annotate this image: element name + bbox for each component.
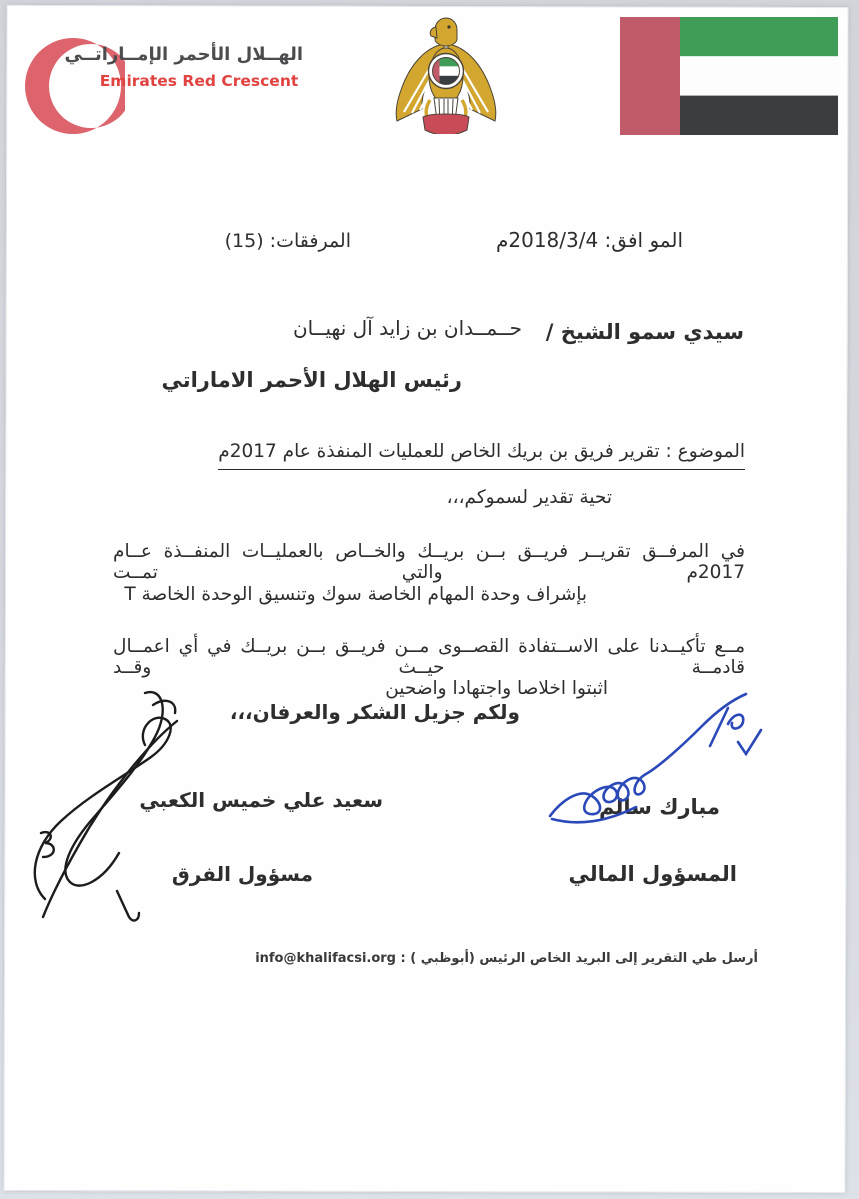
body-paragraph-1-line-1: في المرفــق تقريــر فريــق بــن بريــك والخــاص بالعمليــات المنفــذة عــام 2017م والتي تمــت xyxy=(113,541,745,583)
footer-note: أرسل طي التقرير إلى البريد الخاص الرئيس (أبوظبي ) : info@khalifacsi.org xyxy=(255,951,758,966)
signature-left-handwritten xyxy=(25,685,240,929)
erc-logo-english-text: Emirates Red Crescent xyxy=(99,72,299,90)
body-paragraph-1-line-2: بإشراف وحدة المهام الخاصة سوك وتنسيق الوحدة الخاصة T xyxy=(124,584,587,605)
subject-line: الموضوع : تقرير فريق بن بريك الخاص للعمليات المنفذة عام 2017م xyxy=(218,441,745,470)
erc-logo-arabic-text: الهــلال الأحمر الإمــاراتــي xyxy=(64,44,303,65)
closing-line: ولكم جزيل الشكر والعرفان،،، xyxy=(229,700,520,724)
addressee-name: حــمــدان بن زايد آل نهيــان xyxy=(292,316,522,340)
signatory-left-title: مسؤول الفرق xyxy=(171,862,313,886)
signatory-left-name: سعيد علي خميس الكعبي xyxy=(139,788,383,812)
addressee-salutation: سيدي سمو الشيخ / xyxy=(545,320,744,344)
body-paragraph-2-line-2: اثبتوا اخلاصا واجتهادا واضحين xyxy=(385,678,608,699)
uae-flag xyxy=(620,17,838,135)
signature-right-handwritten xyxy=(542,688,767,847)
addressee-title: رئيس الهلال الأحمر الاماراتي xyxy=(161,368,462,392)
signatory-right-title: المسؤول المالي xyxy=(568,862,737,886)
body-paragraph-2-line-1: مــع تأكيــدنا على الاســتفادة القصــوى مــن فريــق بــن بريــك في أي اعمــال قادمــة حيــث وقــد xyxy=(113,636,745,678)
attachments-line: المرفقات: (15) xyxy=(224,230,351,252)
uae-falcon-emblem-icon xyxy=(390,14,502,138)
date-line: المو افق: 2018/3/4م xyxy=(495,228,683,252)
greeting-line: تحية تقدير لسموكم،،، xyxy=(446,487,612,508)
signatory-right-name: مبارك سالم xyxy=(599,795,720,819)
